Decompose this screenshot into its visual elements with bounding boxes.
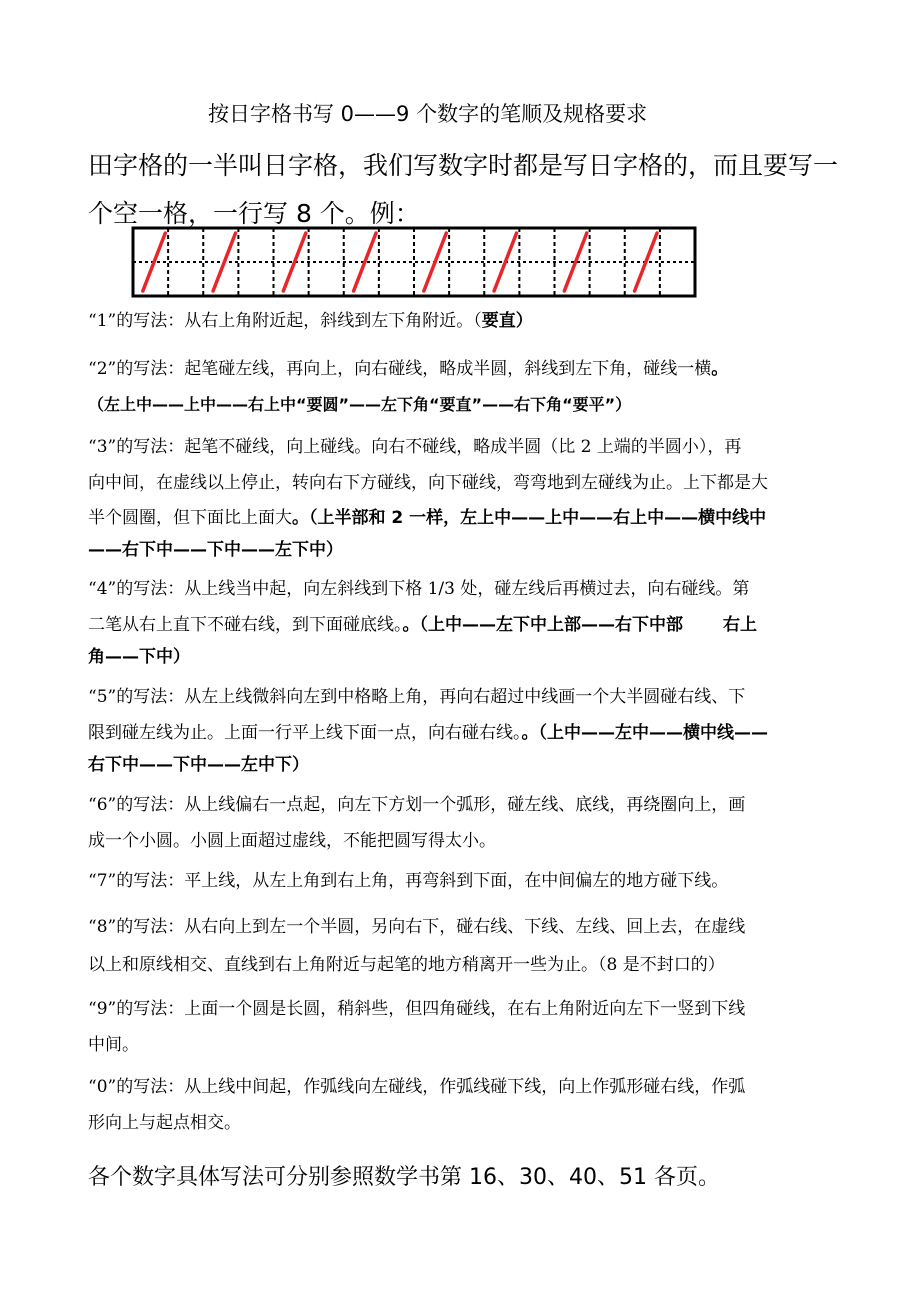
rule-emphasis: 。（上半部和 2 一样，左上中——上中——右上中——横中线中 — [292, 508, 767, 528]
intro-line-2: 个空一格，一行写 8 个。例： — [88, 199, 420, 228]
rule-text: 半个圆圈，但下面比上面大 — [88, 508, 292, 528]
rule-close: ） — [515, 311, 533, 331]
rule-emphasis-end: 右上 — [723, 615, 757, 635]
rule-digit-5-line-1: “5”的写法：从左上线微斜向左到中格略上角，再向右超过中线画一个大半圆碰右线、下 — [88, 687, 746, 707]
rule-digit-1 — [88, 306, 533, 331]
rule-text: “1”的写法：从右上角附近起，斜线到左下角附近。（ — [88, 311, 482, 331]
rule-emphasis: 。（上中——左中——横中线—— — [521, 723, 768, 743]
digit-one-stroke — [213, 233, 235, 291]
rule-digit-4-line-1: “4”的写法：从上线当中起，向左斜线到下格 1/3 处，碰左线后再横过去，向右碰线。第 — [88, 579, 750, 599]
rule-digit-5-line-3: 右下中——下中——左中下） — [88, 755, 309, 775]
rule-digit-6-line-1: “6”的写法：从上线偏右一点起，向左下方划一个弧形，碰左线、底线，再绕圈向上，画 — [88, 795, 746, 815]
rule-digit-2-line-2: （左上中——上中——右上中“要圆”——左下角“要直”——右下角“要平”） — [88, 395, 632, 414]
rule-emphasis: 要直 — [481, 311, 516, 331]
rule-digit-9-line-2: 中间。 — [88, 1035, 139, 1055]
page-title: 按日字格书写 0——9 个数字的笔顺及规格要求 — [208, 102, 648, 126]
rule-end: 。 — [711, 359, 729, 379]
rule-digit-6-line-2: 成一个小圆。小圆上面超过虚线，不能把圆写得太小。 — [88, 831, 496, 851]
rule-digit-3-line-2: 向中间，在虚线以上停止，转向右下方碰线，向下碰线，弯弯地到左碰线为止。上下都是大 — [88, 473, 768, 493]
rule-digit-8-line-2: 以上和原线相交、直线到右上角附近与起笔的地方稍离开一些为止。（8 是不封口的） — [88, 955, 725, 975]
rule-digit-5-line-2 — [88, 718, 768, 743]
rule-digit-0-line-2: 形向上与起点相交。 — [88, 1113, 241, 1133]
rule-emphasis: 。（上中——左下中上部——右下中部 — [402, 615, 683, 635]
rule-digit-4-line-3: 角——下中） — [88, 647, 190, 667]
rule-text: 二笔从右上直下不碰右线，到下面碰底线。 — [88, 615, 403, 635]
rule-digit-9-line-1: “9”的写法：上面一个圆是长圆，稍斜些，但四角碰线，在右上角附近向左下一竖到下线 — [88, 999, 746, 1019]
rule-digit-0-line-1: “0”的写法：从上线中间起，作弧线向左碰线，作弧线碰下线，向上作弧形碰右线，作弧 — [88, 1077, 746, 1097]
rule-digit-4-line-2 — [88, 610, 757, 635]
rule-digit-8-line-1: “8”的写法：从右向上到左一个半圆，另向右下，碰右线、下线、左线、回上去，在虚线 — [88, 917, 746, 937]
rule-text: 限到碰左线为止。上面一行平上线下面一点，向右碰右线。 — [88, 723, 522, 743]
rule-digit-3-line-4: ——右下中——下中——左下中） — [88, 540, 343, 560]
day-grid-example — [131, 226, 697, 298]
rule-digit-2-line-1 — [88, 354, 728, 379]
footer-note: 各个数字具体写法可分别参照数学书第 16、30、40、51 各页。 — [88, 1165, 720, 1190]
rule-digit-3-line-3 — [88, 503, 766, 528]
intro-line-1: 田字格的一半叫日字格，我们写数字时都是写日字格的，而且要写一 — [88, 151, 839, 180]
grid-lines — [133, 228, 695, 296]
rule-digit-3-line-1: “3”的写法：起笔不碰线，向上碰线。向右不碰线，略成半圆（比 2 上端的半圆小），再 — [88, 437, 742, 457]
rule-text: “2”的写法：起笔碰左线，再向上，向右碰线，略成半圆，斜线到左下角，碰线一横 — [88, 359, 712, 379]
rule-digit-7-line-1: “7”的写法：平上线，从左上角到右上角，再弯斜到下面，在中间偏左的地方碰下线。 — [88, 871, 729, 891]
